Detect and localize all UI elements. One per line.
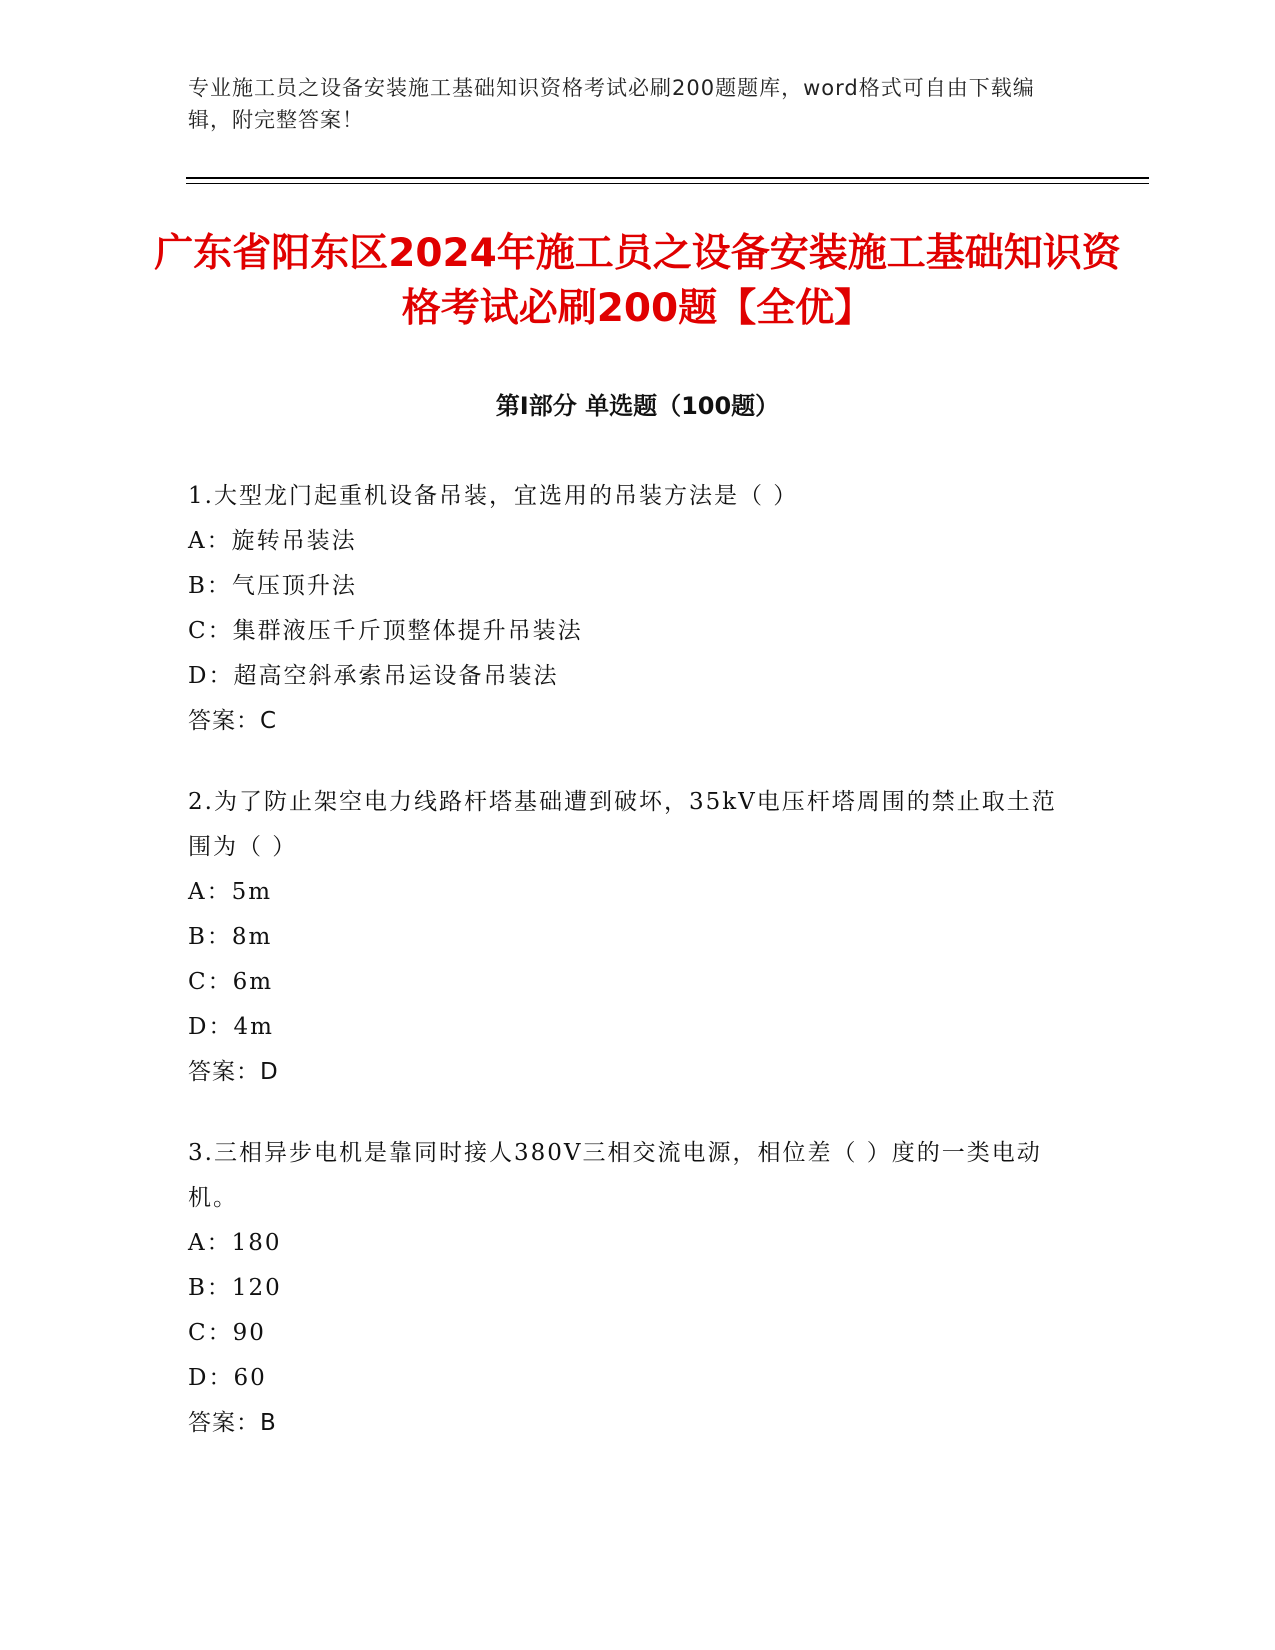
question-2 <box>188 780 1068 1095</box>
answer: 答案：B <box>188 1410 277 1436</box>
answer: 答案：C <box>188 708 278 734</box>
option-b: B：气压顶升法 <box>188 573 357 599</box>
header-rule-thick <box>186 177 1149 179</box>
option-a: A：旋转吊装法 <box>188 528 357 554</box>
header-note: 专业施工员之设备安装施工基础知识资格考试必刷200题题库，word格式可自由下载编辑，附完整答案！ <box>188 76 1035 132</box>
header-rule-thin <box>186 183 1149 184</box>
question-list <box>188 474 1068 1482</box>
option-a: A：5m <box>188 879 273 905</box>
question-stem: 1.大型龙门起重机设备吊装，宜选用的吊装方法是（ ） <box>188 483 799 509</box>
option-c: C：集群液压千斤顶整体提升吊装法 <box>188 618 583 644</box>
option-d: D：超高空斜承索吊运设备吊装法 <box>188 663 559 689</box>
question-stem: 3.三相异步电机是靠同时接人380V三相交流电源，相位差（ ）度的一类电动机。 <box>188 1140 1042 1211</box>
option-d: D：4m <box>188 1014 274 1040</box>
answer: 答案：D <box>188 1059 279 1085</box>
question-stem: 2.为了防止架空电力线路杆塔基础遭到破坏，35kV电压杆塔周围的禁止取土范围为（ ） <box>188 789 1057 860</box>
option-c: C：90 <box>188 1320 266 1346</box>
question-3 <box>188 1131 1068 1446</box>
document-title: 广东省阳东区2024年施工员之设备安装施工基础知识资格考试必刷200题【全优】 <box>154 231 1121 331</box>
option-b: B：120 <box>188 1275 282 1301</box>
option-a: A：180 <box>188 1230 282 1256</box>
option-d: D：60 <box>188 1365 267 1391</box>
section-title: 第Ⅰ部分 单选题（100题） <box>495 392 780 420</box>
option-c: C：6m <box>188 969 274 995</box>
option-b: B：8m <box>188 924 273 950</box>
question-1 <box>188 474 1068 744</box>
